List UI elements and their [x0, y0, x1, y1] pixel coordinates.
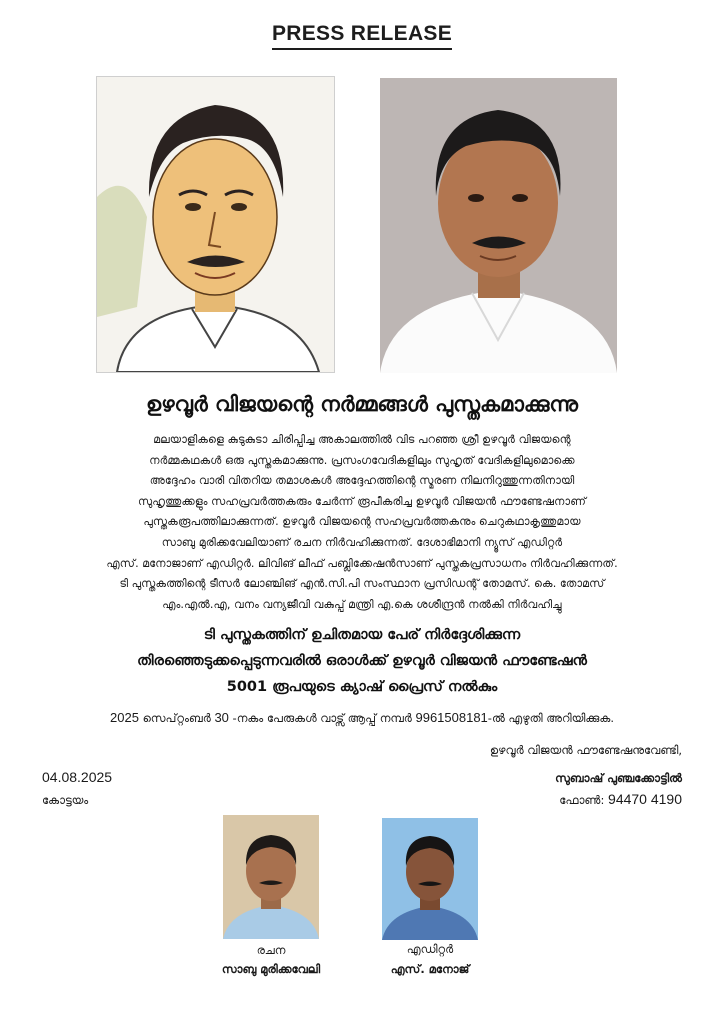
- body-line: അദ്ദേഹം വാരി വിതറിയ തമാശകൾ അദ്ദേഹത്തിന്റെ സ്മരണ നിലനിറുത്തുന്നതിനായി: [149, 474, 575, 488]
- body-line: സാബു മുരിക്കവേലിയാണ് രചന നിർവഹിക്കുന്നത്. ദേശാഭിമാനി ന്യൂസ് എഡിറ്റർ: [161, 535, 563, 549]
- press-release-label: PRESS RELEASE: [272, 22, 452, 50]
- body-line: മലയാളികളെ കുടുകുടാ ചിരിപ്പിച്ച അകാലത്തിൽ വിട പറഞ്ഞ ശ്രീ ഉഴവൂർ വിജയന്റെ: [153, 433, 571, 446]
- body-line: എസ്. മനോജാണ് എഡിറ്റർ. ലിവിങ് ലീഫ് പബ്ലിക്കേഷൻസാണ് പുസ്തകപ്രസാധനം നിർവഹിക്കുന്നത്.: [106, 556, 618, 570]
- announcement-line: 5001 രൂപയുടെ ക്യാഷ് പ്രൈസ് നൽകും: [226, 679, 498, 695]
- editor-role: എഡിറ്റർ: [406, 942, 454, 956]
- body-line: ടി പുസ്തകത്തിന്റെ ടീസർ ലോഞ്ചിങ് എൻ.സി.പി സംസ്ഥാന പ്രസിഡന്റ് തോമസ്. കെ. തോമസ്: [119, 577, 605, 591]
- signatory-name: സുബാഷ് പുഞ്ചക്കോട്ടിൽ: [555, 771, 682, 785]
- prize-announcement: [0, 622, 724, 700]
- editor-photo: [382, 818, 478, 940]
- body-line: പുസ്തകരൂപത്തിലാക്കുന്നത്. ഉഴവൂർ വിജയന്റെ സഹപ്രവർത്തകനും ചെറുകഥാകൃത്തുമായ: [143, 515, 581, 529]
- author-name: സാബു മുരിക്കവേലി: [221, 962, 321, 976]
- body-line: നർമ്മകഥകൾ ഒരു പുസ്തകമാക്കുന്നു. പ്രസംഗവേദികളിലും സുഹൃത് വേദികളിലുമൊക്കെ: [149, 453, 575, 467]
- deadline-text: സെപ്റ്റംബർ: [138, 711, 215, 725]
- photo-portrait: [380, 78, 617, 373]
- author-photo: [223, 815, 319, 939]
- phone-label: ഫോൺ:: [559, 793, 609, 807]
- body-line: സുഹൃത്തുക്കളും സഹപ്രവർത്തകരും ചേർന്ന് രൂപീകരിച്ച ഉഴവൂർ വിജയൻ ഫൗണ്ടേഷനാണ്: [137, 494, 587, 508]
- author-role: രചന: [256, 943, 286, 957]
- headline: ഉഴവൂർ വിജയന്റെ നർമ്മങ്ങൾ പുസ്തകമാക്കുന്നു: [145, 392, 579, 416]
- press-release-header: [0, 22, 724, 46]
- release-place: കോട്ടയം: [42, 793, 89, 807]
- deadline-day: 30: [214, 710, 229, 725]
- submission-deadline: [0, 710, 724, 726]
- announcement-line: ടി പുസ്തകത്തിന് ഉചിതമായ പേര് നിർദ്ദേശിക്കുന്ന: [203, 627, 521, 643]
- editor-name: എസ്. മനോജ്: [390, 962, 470, 976]
- body-paragraph: [30, 430, 694, 615]
- announcement-line: തിരഞ്ഞെടുക്കപ്പെടുന്നവരിൽ ഒരാൾക്ക് ഉഴവൂർ വിജയൻ ഫൗണ്ടേഷൻ: [137, 653, 587, 669]
- release-date: 04.08.2025: [42, 769, 113, 785]
- signatory-phone: [559, 791, 682, 808]
- deadline-text: -ൽ എഴുതി അറിയിക്കുക.: [487, 711, 614, 725]
- sketch-portrait: [96, 76, 335, 373]
- on-behalf-of: ഉഴവൂർ വിജയൻ ഫൗണ്ടേഷനുവേണ്ടി,: [489, 743, 682, 757]
- deadline-year: 2025: [110, 710, 139, 725]
- body-line: എം.എൽ.എ, വനം വന്യജീവി വകുപ്പ് മന്ത്രി എ.കെ ശശീന്ദ്രൻ നൽകി നിർവഹിച്ചു: [162, 597, 562, 611]
- phone-number: 94470 4190: [608, 791, 682, 807]
- deadline-text: -നകം പേരുകൾ വാട്സ് ആപ്പ് നമ്പർ: [228, 711, 416, 725]
- whatsapp-number: 9961508181: [415, 710, 488, 725]
